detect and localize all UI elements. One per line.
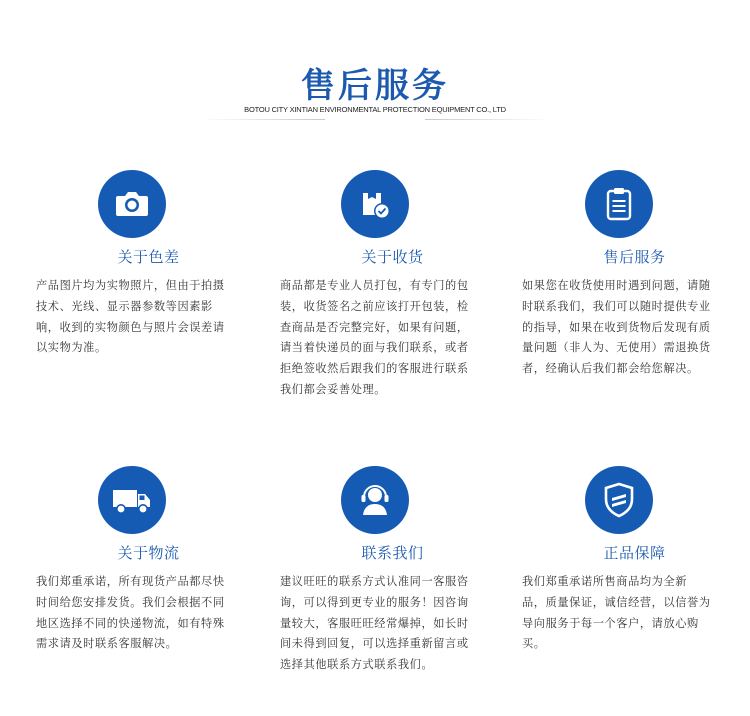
header: [0, 0, 750, 125]
card-body: 商品都是专业人员打包，有专门的包 装，收货签名之前应该打开包装，检 查商品是否完整完好，如果有问题， 请当着快递员的面与我们联系，或者 拒绝签收然后跟我们的客服进行联系 我们都会妥善处理。: [280, 279, 469, 396]
divider-left: [200, 119, 325, 120]
card-title: 关于收货: [361, 248, 424, 266]
card-title: 关于色差: [117, 248, 180, 266]
headset-icon: [341, 466, 409, 534]
card-title: 联系我们: [361, 544, 424, 562]
company-subtitle: BOTOU CITY XINTIAN ENVIRONMENTAL PROTECTION EQUIPMENT CO., LTD: [244, 105, 506, 114]
card-receiving: [280, 170, 505, 410]
camera-icon: [98, 170, 166, 238]
card-color-difference: [36, 170, 261, 390]
card-body: 我们郑重承诺所售商品均为全新 品，质量保证，诚信经营，以信誉为 导向服务于每一个客户，请放心购 买。: [522, 575, 711, 651]
card-contact: [280, 466, 505, 696]
truck-icon: [98, 466, 166, 534]
shield-icon: [585, 466, 653, 534]
clipboard-icon: [585, 170, 653, 238]
card-body: 产品图片均为实物照片，但由于拍摄 技术、光线、显示器参数等因素影 响，收到的实物颜色与照片会误差请 以实物为准。: [36, 279, 225, 355]
card-body: 我们郑重承诺，所有现货产品都尽快 时间给您安排发货。我们会根据不同 地区选择不同的快递物流，如有特殊 需求请及时联系客服解决。: [36, 575, 225, 651]
card-body: 建议旺旺的联系方式认准同一客服咨 询，可以得到更专业的服务！因咨询 量较大，客服旺旺经常爆掉，如长时 间未得到回复，可以选择重新留言或 选择其他联系方式联系我们。: [280, 575, 469, 672]
card-genuine: [522, 466, 747, 676]
card-title: 关于物流: [117, 544, 180, 562]
card-title: 售后服务: [603, 248, 666, 266]
page-title: 售后服务: [301, 66, 449, 106]
package-check-icon: [341, 170, 409, 238]
card-logistics: [36, 466, 261, 676]
card-after-sales: [522, 170, 747, 390]
divider-right: [425, 119, 550, 120]
card-body: 如果您在收货使用时遇到问题，请随 时联系我们，我们可以随时提供专业 的指导，如果在收到货物后发现有质 量问题（非人为、无使用）需退换货 者，经确认后我们都会给您解决。: [522, 279, 711, 376]
card-title: 正品保障: [603, 544, 666, 562]
